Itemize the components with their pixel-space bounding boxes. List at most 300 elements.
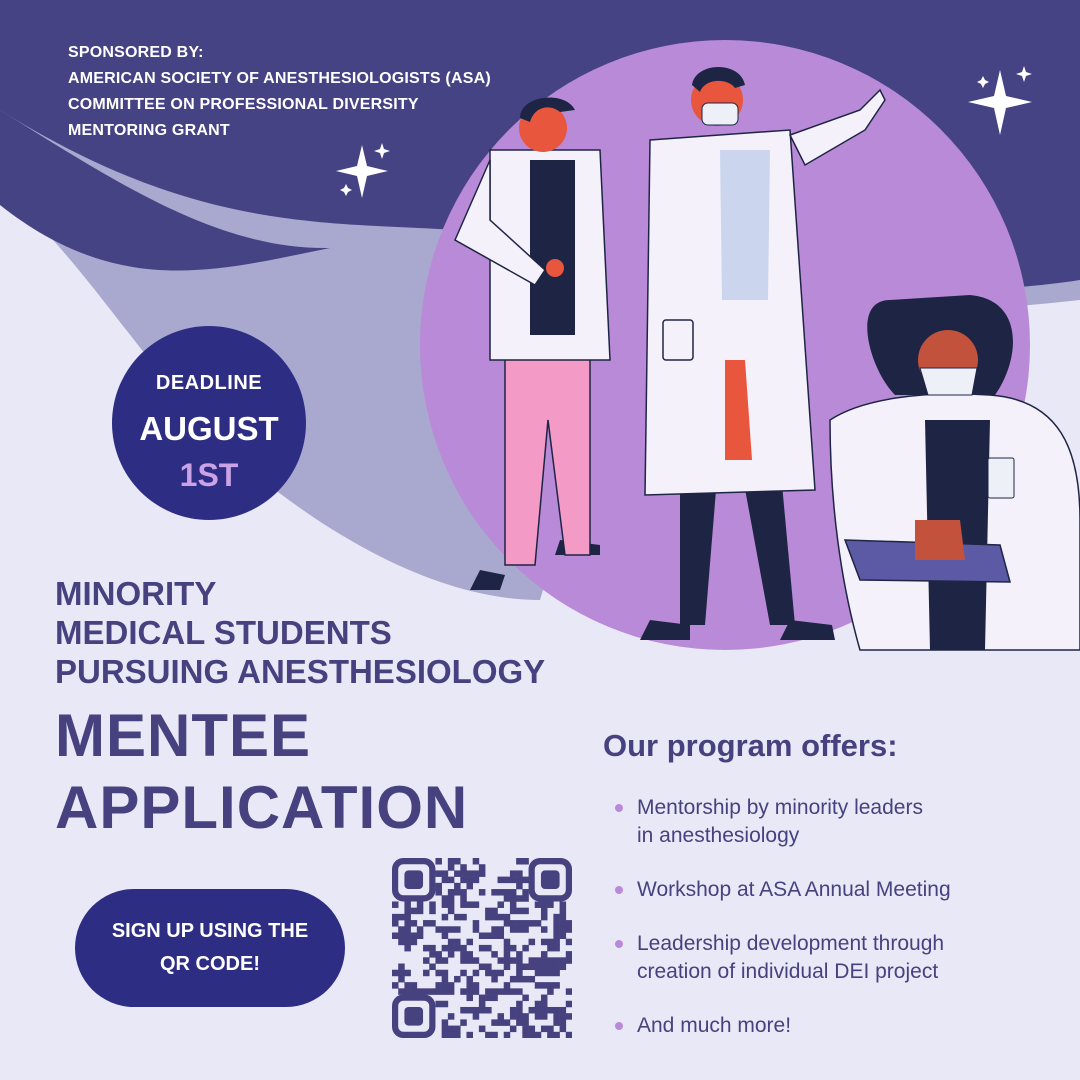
- qr-module: [473, 877, 480, 884]
- qr-module: [454, 939, 461, 946]
- qr-module: [392, 901, 399, 908]
- qr-module: [479, 1026, 486, 1033]
- cta-line: QR CODE!: [160, 953, 260, 975]
- qr-module: [541, 1013, 548, 1020]
- qr-module: [448, 982, 455, 989]
- page-title: [55, 700, 468, 844]
- qr-module: [510, 1007, 517, 1014]
- qr-module: [485, 1032, 492, 1038]
- qr-module: [510, 976, 517, 983]
- qr-module: [566, 951, 572, 958]
- list-item: [615, 876, 1055, 904]
- qr-module: [442, 901, 449, 908]
- qr-module: [553, 1007, 560, 1014]
- qr-module: [448, 945, 455, 952]
- qr-module: [435, 988, 442, 995]
- qr-module: [547, 982, 554, 989]
- qr-module: [504, 939, 511, 946]
- qr-module: [541, 982, 548, 989]
- qr-module: [454, 976, 461, 983]
- qr-module: [516, 1007, 523, 1014]
- qr-module: [454, 858, 461, 865]
- qr-module: [547, 988, 554, 995]
- qr-module: [547, 1007, 554, 1014]
- offers-list: [615, 794, 1055, 1066]
- qr-module: [454, 883, 461, 890]
- qr-module: [516, 970, 523, 977]
- qr-module: [541, 939, 548, 946]
- qr-module: [473, 920, 480, 927]
- qr-module: [466, 995, 473, 1002]
- qr-module: [429, 920, 436, 927]
- qr-module: [491, 908, 498, 915]
- bullet-icon: [615, 940, 623, 948]
- qr-module: [516, 883, 523, 890]
- qr-module: [435, 889, 442, 896]
- qr-module: [491, 1032, 498, 1038]
- qr-module: [547, 901, 554, 908]
- qr-module: [435, 951, 442, 958]
- qr-module: [510, 920, 517, 927]
- qr-module: [466, 883, 473, 890]
- qr-module: [435, 970, 442, 977]
- qr-module: [454, 926, 461, 933]
- qr-module: [491, 926, 498, 933]
- qr-module: [398, 914, 405, 921]
- qr-module: [553, 1013, 560, 1020]
- qr-module: [566, 926, 572, 933]
- bullet-icon: [615, 804, 623, 812]
- qr-module: [466, 951, 473, 958]
- qr-module: [516, 870, 523, 877]
- qr-module: [460, 889, 467, 896]
- qr-module: [491, 988, 498, 995]
- qr-module: [485, 988, 492, 995]
- qr-module: [448, 901, 455, 908]
- qr-module: [466, 988, 473, 995]
- qr-module: [560, 1013, 567, 1020]
- qr-module: [510, 895, 517, 902]
- qr-module: [491, 889, 498, 896]
- headline-line: PURSUING ANESTHESIOLOGY: [55, 653, 546, 690]
- qr-module: [553, 964, 560, 971]
- headline-line: MEDICAL STUDENTS: [55, 614, 392, 651]
- qr-module: [560, 914, 567, 921]
- qr-module: [429, 908, 436, 915]
- qr-module: [560, 957, 567, 964]
- qr-module: [460, 914, 467, 921]
- qr-module: [504, 945, 511, 952]
- qr-module: [498, 914, 505, 921]
- qr-module: [479, 932, 486, 939]
- qr-module: [485, 908, 492, 915]
- qr-module: [417, 926, 424, 933]
- qr-module: [529, 920, 536, 927]
- qr-module: [454, 1032, 461, 1038]
- title-line: MENTEE: [55, 702, 312, 769]
- qr-module: [423, 988, 430, 995]
- cta-line: SIGN UP USING THE: [111, 920, 309, 942]
- qr-module: [429, 951, 436, 958]
- qr-module: [448, 895, 455, 902]
- qr-module: [411, 982, 418, 989]
- qr-module: [466, 1032, 473, 1038]
- qr-module: [547, 1026, 554, 1033]
- qr-module: [504, 951, 511, 958]
- qr-module: [522, 1013, 529, 1020]
- qr-module: [404, 939, 411, 946]
- qr-module: [553, 1019, 560, 1026]
- qr-module: [429, 945, 436, 952]
- qr-module: [498, 901, 505, 908]
- qr-module: [522, 1026, 529, 1033]
- qr-module: [417, 901, 424, 908]
- qr-module: [553, 939, 560, 946]
- qr-module: [473, 1013, 480, 1020]
- qr-module: [466, 1007, 473, 1014]
- qr-module: [560, 926, 567, 933]
- qr-module: [560, 1007, 567, 1014]
- qr-module: [547, 1032, 554, 1038]
- qr-module: [417, 988, 424, 995]
- qr-module: [541, 964, 548, 971]
- qr-module: [392, 932, 399, 939]
- qr-module: [541, 957, 548, 964]
- deadline-label: DEADLINE: [155, 372, 263, 394]
- qr-module: [566, 920, 572, 927]
- qr-module: [529, 1026, 536, 1033]
- qr-module: [454, 870, 461, 877]
- qr-module: [435, 883, 442, 890]
- qr-module: [435, 1001, 442, 1008]
- qr-module: [473, 858, 480, 865]
- qr-module: [442, 982, 449, 989]
- qr-module: [510, 870, 517, 877]
- sponsor-line: COMMITTEE ON PROFESSIONAL DIVERSITY: [68, 96, 419, 113]
- qr-module: [541, 995, 548, 1002]
- qr-module: [510, 957, 517, 964]
- qr-module: [442, 1032, 449, 1038]
- qr-module: [404, 988, 411, 995]
- qr-module: [522, 895, 529, 902]
- qr-module: [547, 957, 554, 964]
- qr-module: [510, 926, 517, 933]
- qr-module: [553, 920, 560, 927]
- qr-module: [448, 858, 455, 865]
- qr-module: [485, 970, 492, 977]
- qr-module: [454, 1026, 461, 1033]
- qr-module: [448, 908, 455, 915]
- qr-module: [442, 945, 449, 952]
- qr-module: [448, 926, 455, 933]
- qr-module: [553, 957, 560, 964]
- qr-module: [491, 951, 498, 958]
- qr-module: [460, 970, 467, 977]
- qr-module: [448, 951, 455, 958]
- qr-module: [392, 970, 399, 977]
- qr-module: [479, 1007, 486, 1014]
- qr-module: [423, 945, 430, 952]
- headline: [55, 574, 545, 691]
- qr-module: [504, 964, 511, 971]
- qr-module: [541, 914, 548, 921]
- qr-module: [529, 976, 536, 983]
- qr-module: [435, 858, 442, 865]
- qr-module: [516, 988, 523, 995]
- qr-module: [541, 1007, 548, 1014]
- signup-cta: [75, 889, 345, 1007]
- qr-module: [510, 988, 517, 995]
- sponsor-block: [68, 40, 491, 144]
- qr-module: [560, 1019, 567, 1026]
- qr-module: [442, 914, 449, 921]
- qr-module: [498, 970, 505, 977]
- qr-module: [541, 951, 548, 958]
- qr-module: [485, 945, 492, 952]
- qr-module: [442, 895, 449, 902]
- offers-title: Our program offers:: [603, 728, 898, 763]
- bullet-icon: [615, 1022, 623, 1030]
- qr-module: [448, 1013, 455, 1020]
- qr-module: [411, 988, 418, 995]
- qr-module: [516, 951, 523, 958]
- qr-module: [460, 870, 467, 877]
- qr-module: [392, 914, 399, 921]
- qr-module: [522, 920, 529, 927]
- qr-module: [560, 901, 567, 908]
- offer-line: Leadership development through: [637, 932, 945, 955]
- qr-module: [404, 901, 411, 908]
- qr-module: [535, 957, 542, 964]
- qr-module: [504, 877, 511, 884]
- qr-module: [510, 1026, 517, 1033]
- qr-module: [442, 970, 449, 977]
- qr-module: [491, 932, 498, 939]
- qr-module: [466, 877, 473, 884]
- qr-module: [442, 926, 449, 933]
- qr-module: [510, 901, 517, 908]
- qr-module: [454, 889, 461, 896]
- qr-module: [411, 920, 418, 927]
- qr-module: [522, 964, 529, 971]
- qr-module: [448, 864, 455, 871]
- qr-module: [429, 964, 436, 971]
- list-item: [615, 930, 1055, 986]
- qr-module: [479, 889, 486, 896]
- qr-module: [516, 908, 523, 915]
- qr-module: [479, 964, 486, 971]
- qr-module: [547, 964, 554, 971]
- qr-module: [504, 1019, 511, 1026]
- qr-module: [460, 864, 467, 871]
- qr-module: [466, 901, 473, 908]
- qr-module: [522, 877, 529, 884]
- qr-module: [404, 926, 411, 933]
- qr-module: [460, 877, 467, 884]
- qr-module: [541, 970, 548, 977]
- qr-module: [485, 995, 492, 1002]
- qr-module: [398, 939, 405, 946]
- qr-module: [535, 901, 542, 908]
- qr-module: [404, 914, 411, 921]
- qr-module: [541, 1001, 548, 1008]
- qr-module: [510, 945, 517, 952]
- qr-module: [560, 920, 567, 927]
- qr-module: [460, 945, 467, 952]
- qr-module: [479, 864, 486, 871]
- qr-module: [404, 932, 411, 939]
- qr-module: [392, 982, 399, 989]
- qr-module: [398, 932, 405, 939]
- qr-module: [553, 970, 560, 977]
- qr-module: [560, 1026, 567, 1033]
- qr-module: [460, 901, 467, 908]
- qr-module: [516, 964, 523, 971]
- qr-module: [460, 951, 467, 958]
- qr-module: [460, 988, 467, 995]
- qr-module: [535, 1013, 542, 1020]
- qr-module: [498, 957, 505, 964]
- qr-module: [479, 1001, 486, 1008]
- qr-module: [435, 957, 442, 964]
- qr-module: [541, 908, 548, 915]
- qr-module: [442, 1026, 449, 1033]
- qr-module: [448, 939, 455, 946]
- qr-module: [491, 976, 498, 983]
- qr-module: [442, 1001, 449, 1008]
- qr-module: [454, 914, 461, 921]
- qr-module: [398, 976, 405, 983]
- qr-module: [504, 895, 511, 902]
- qr-module: [448, 889, 455, 896]
- qr-module: [442, 976, 449, 983]
- qr-module: [510, 877, 517, 884]
- qr-module: [442, 1019, 449, 1026]
- qr-module: [417, 932, 424, 939]
- qr-module: [547, 970, 554, 977]
- qr-module: [535, 982, 542, 989]
- qr-module: [529, 957, 536, 964]
- qr-module: [442, 957, 449, 964]
- qr-module: [404, 908, 411, 915]
- qr-module: [429, 901, 436, 908]
- qr-module: [473, 982, 480, 989]
- qr-module: [485, 964, 492, 971]
- qr-module: [516, 1013, 523, 1020]
- qr-module: [541, 1026, 548, 1033]
- headline-line: MINORITY: [55, 575, 217, 612]
- qr-module: [442, 932, 449, 939]
- qr-module: [535, 964, 542, 971]
- qr-module: [423, 970, 430, 977]
- qr-module: [516, 877, 523, 884]
- qr-module: [466, 982, 473, 989]
- qr-module: [435, 926, 442, 933]
- qr-finder: [404, 1007, 423, 1026]
- sponsor-line: MENTORING GRANT: [68, 122, 230, 139]
- qr-module: [529, 939, 536, 946]
- qr-module: [448, 877, 455, 884]
- qr-finder: [404, 870, 423, 889]
- qr-module: [448, 1032, 455, 1038]
- qr-module: [498, 988, 505, 995]
- qr-module: [435, 870, 442, 877]
- qr-module: [553, 1032, 560, 1038]
- qr-module: [553, 982, 560, 989]
- qr-module: [454, 945, 461, 952]
- qr-module: [398, 964, 405, 971]
- qr-module: [466, 939, 473, 946]
- qr-module: [473, 870, 480, 877]
- qr-module: [485, 932, 492, 939]
- qr-module: [516, 926, 523, 933]
- qr-module: [423, 957, 430, 964]
- qr-module: [398, 926, 405, 933]
- qr-module: [560, 932, 567, 939]
- qr-module: [498, 926, 505, 933]
- qr-module: [504, 982, 511, 989]
- qr-module: [504, 988, 511, 995]
- offer-line: Workshop at ASA Annual Meeting: [637, 878, 951, 901]
- qr-module: [553, 926, 560, 933]
- qr-module: [491, 970, 498, 977]
- qr-module: [473, 926, 480, 933]
- list-item: [615, 1012, 1055, 1040]
- qr-module: [541, 926, 548, 933]
- qr-module: [504, 914, 511, 921]
- qr-module: [535, 1032, 542, 1038]
- qr-module: [516, 858, 523, 865]
- sponsor-line: AMERICAN SOCIETY OF ANESTHESIOLOGISTS (ASA): [68, 70, 491, 87]
- qr-module: [460, 1019, 467, 1026]
- qr-module: [498, 1019, 505, 1026]
- qr-module: [522, 926, 529, 933]
- qr-module: [460, 957, 467, 964]
- qr-module: [466, 976, 473, 983]
- qr-module: [535, 970, 542, 977]
- qr-module: [566, 988, 572, 995]
- qr-module: [479, 870, 486, 877]
- qr-module: [491, 995, 498, 1002]
- qr-module: [460, 895, 467, 902]
- qr-module: [529, 1032, 536, 1038]
- qr-module: [491, 914, 498, 921]
- qr-module: [535, 1001, 542, 1008]
- qr-module: [473, 970, 480, 977]
- qr-module: [442, 988, 449, 995]
- qr-module: [398, 988, 405, 995]
- deadline-badge: [112, 326, 306, 520]
- offer-line: creation of individual DEI project: [637, 960, 939, 983]
- qr-code-icon[interactable]: [392, 858, 572, 1038]
- qr-module: [392, 920, 399, 927]
- qr-module: [498, 1013, 505, 1020]
- qr-finder: [541, 870, 560, 889]
- qr-module: [541, 901, 548, 908]
- qr-module: [466, 870, 473, 877]
- title-line: APPLICATION: [55, 774, 469, 841]
- deadline-month: AUGUST: [139, 410, 279, 447]
- qr-module: [504, 1032, 511, 1038]
- qr-module: [404, 970, 411, 977]
- qr-module: [398, 970, 405, 977]
- qr-module: [516, 976, 523, 983]
- qr-module: [473, 957, 480, 964]
- qr-module: [417, 908, 424, 915]
- qr-module: [485, 914, 492, 921]
- offer-line: And much more!: [637, 1014, 792, 1037]
- qr-module: [516, 895, 523, 902]
